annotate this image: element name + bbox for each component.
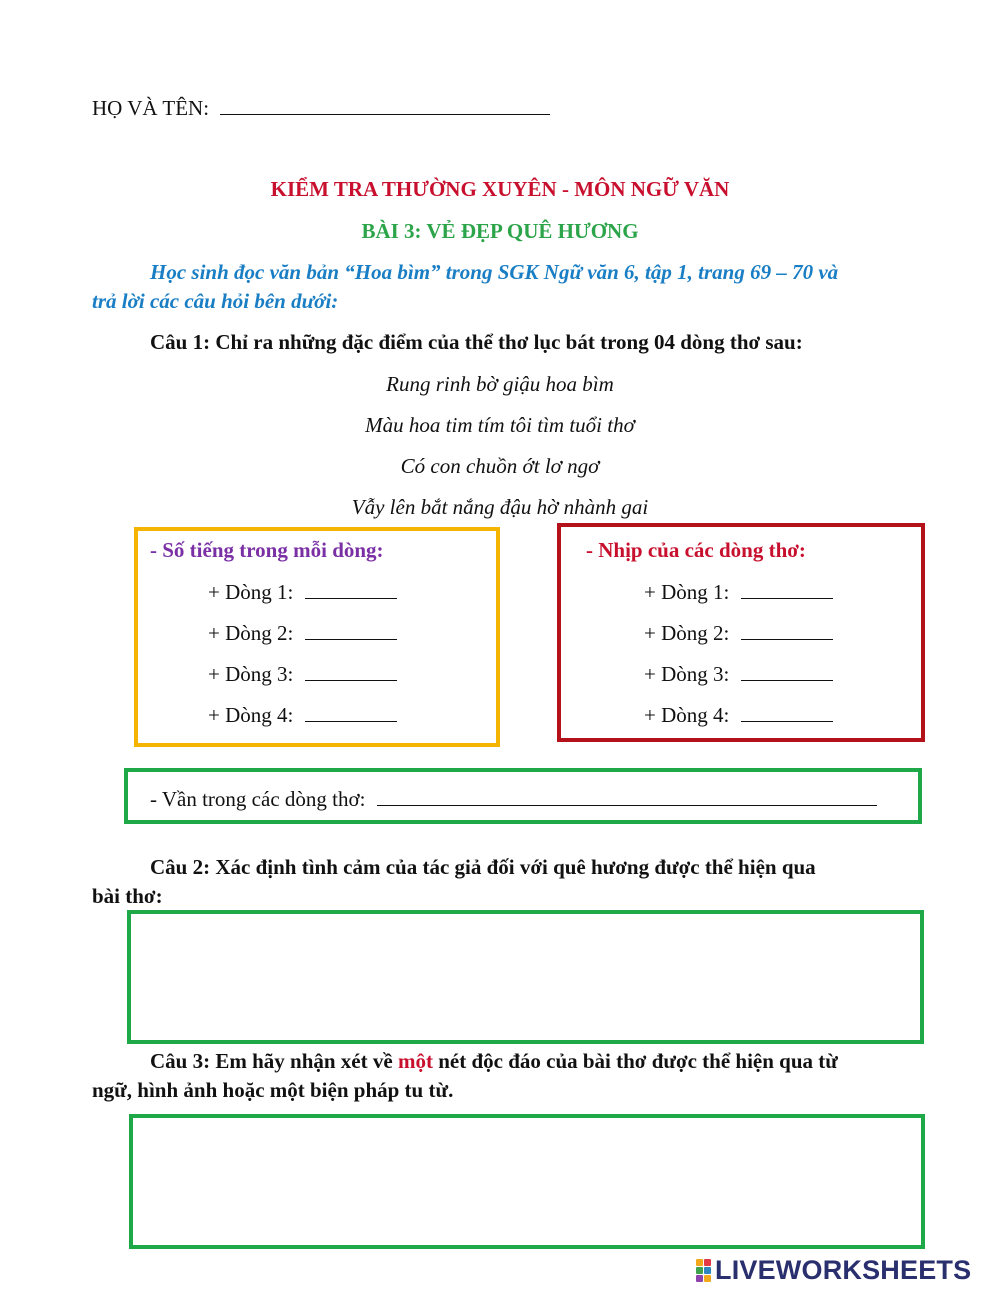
question-2-answer-input[interactable] <box>139 922 912 1032</box>
question-1-prompt: Câu 1: Chỉ ra những đặc điểm của thể thơ lục bát trong 04 dòng thơ sau: <box>150 330 803 354</box>
question-2-line-2: bài thơ: <box>92 884 163 908</box>
syllables-row-1 <box>208 578 397 605</box>
syllables-row-4 <box>208 701 397 728</box>
question-2-line-1: Câu 2: Xác định tình cảm của tác giả đối với quê hương được thể hiện qua <box>150 855 816 879</box>
syllables-row-3 <box>208 660 397 687</box>
rhythm-row-4 <box>644 701 833 728</box>
syllables-title: - Số tiếng trong mỗi dòng: <box>150 538 384 562</box>
syllables-row-label: + Dòng 2: <box>208 621 294 645</box>
rhythm-input-4[interactable] <box>741 701 833 722</box>
rhythm-input-2[interactable] <box>741 619 833 640</box>
liveworksheets-logo <box>696 1255 971 1285</box>
liveworksheets-logo-text: LIVEWORKSHEETS <box>715 1254 972 1285</box>
poem-line-4: Vẫy lên bắt nắng đậu hờ nhành gai <box>351 495 649 519</box>
page-title: KIỂM TRA THƯỜNG XUYÊN - MÔN NGỮ VĂN <box>270 177 730 201</box>
page-subtitle: BÀI 3: VẺ ĐẸP QUÊ HƯƠNG <box>361 219 639 243</box>
liveworksheets-logo-icon <box>696 1259 711 1282</box>
question-3-text-part-2: nét độc đáo của bài thơ được thể hiện qua từ <box>432 1049 838 1073</box>
student-name-row <box>92 94 550 121</box>
student-name-field[interactable] <box>220 94 550 115</box>
question-3-answer-box <box>129 1114 925 1249</box>
rhythm-row-label: + Dòng 1: <box>644 580 730 604</box>
instruction-line-2: trả lời các câu hỏi bên dưới: <box>92 289 339 313</box>
rhyme-input[interactable] <box>377 785 877 806</box>
syllables-row-label: + Dòng 4: <box>208 703 294 727</box>
syllables-input-3[interactable] <box>305 660 397 681</box>
question-3-highlight: một <box>397 1049 433 1073</box>
question-2-answer-box <box>127 910 924 1044</box>
instruction-line-1: Học sinh đọc văn bản “Hoa bìm” trong SGK Ngữ văn 6, tập 1, trang 69 – 70 và <box>150 260 839 284</box>
rhythm-row-label: + Dòng 3: <box>644 662 730 686</box>
question-3-text-part-1: Câu 3: Em hãy nhận xét về <box>150 1049 398 1073</box>
syllables-row-label: + Dòng 1: <box>208 580 294 604</box>
rhythm-row-label: + Dòng 4: <box>644 703 730 727</box>
rhythm-input-1[interactable] <box>741 578 833 599</box>
syllables-input-2[interactable] <box>305 619 397 640</box>
syllables-input-1[interactable] <box>305 578 397 599</box>
question-3-answer-input[interactable] <box>141 1126 913 1237</box>
syllables-row-label: + Dòng 3: <box>208 662 294 686</box>
poem-line-2: Màu hoa tim tím tôi tìm tuổi thơ <box>365 413 635 437</box>
question-3-line-2: ngữ, hình ảnh hoặc một biện pháp tu từ. <box>92 1078 454 1102</box>
rhyme-row <box>150 785 877 812</box>
rhythm-row-2 <box>644 619 833 646</box>
student-name-label: HỌ VÀ TÊN: <box>92 96 210 120</box>
poem-line-1: Rung rinh bờ giậu hoa bìm <box>386 372 614 396</box>
rhythm-title: - Nhịp của các dòng thơ: <box>586 538 806 562</box>
syllables-row-2 <box>208 619 397 646</box>
rhythm-row-label: + Dòng 2: <box>644 621 730 645</box>
poem-line-3: Có con chuồn ớt lơ ngơ <box>400 454 600 478</box>
rhyme-label: - Vần trong các dòng thơ: <box>150 787 366 811</box>
syllables-input-4[interactable] <box>305 701 397 722</box>
rhythm-row-1 <box>644 578 833 605</box>
rhythm-row-3 <box>644 660 833 687</box>
question-3-line-1 <box>150 1048 838 1074</box>
rhythm-input-3[interactable] <box>741 660 833 681</box>
